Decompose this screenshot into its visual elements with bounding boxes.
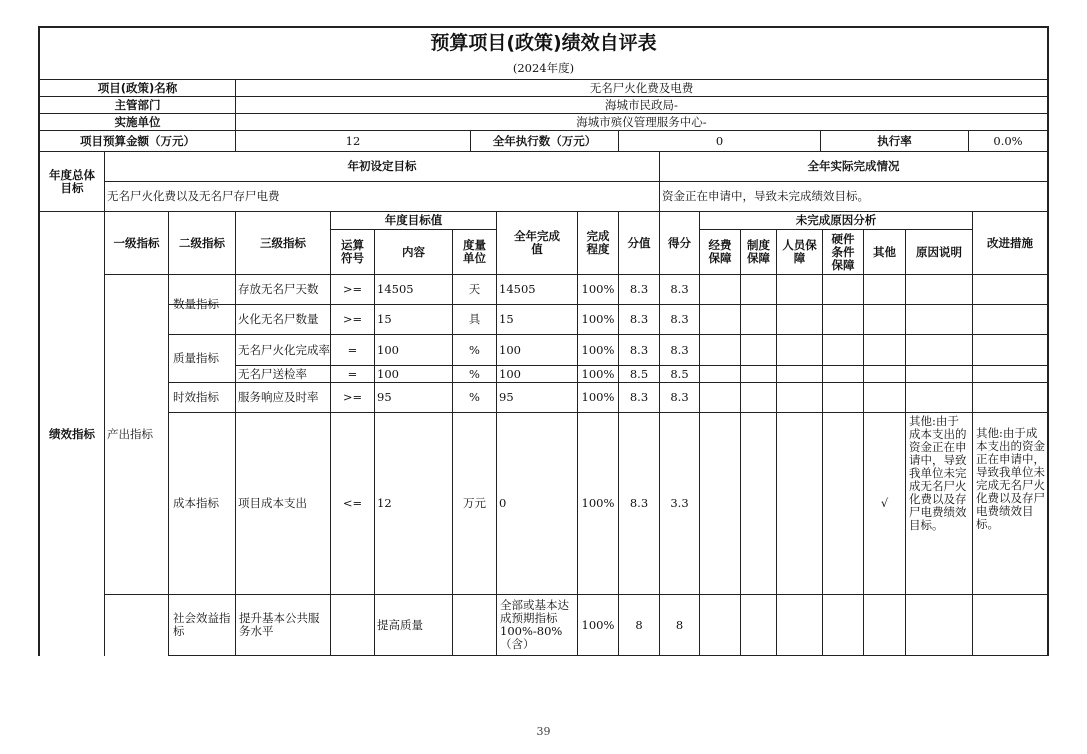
- row-degree: 100%: [581, 617, 615, 632]
- row-content: 100: [377, 342, 399, 357]
- row-degree: 100%: [581, 342, 615, 357]
- header-explain: 原因说明: [916, 244, 962, 259]
- budget-value: 12: [345, 133, 361, 148]
- row-degree: 100%: [581, 282, 615, 296]
- perf-indicator-label: 绩效指标: [49, 426, 95, 441]
- row-content: 15: [377, 312, 392, 326]
- row-op: <=: [342, 496, 363, 510]
- row-op: =: [347, 342, 358, 357]
- group-cost: 成本指标: [173, 496, 219, 510]
- row-unit: 天: [468, 282, 481, 296]
- header-target-group: 年度目标值: [384, 213, 443, 227]
- row-level3: 火化无名尸数量: [238, 312, 319, 326]
- output-indicator-label: 产出指标: [107, 427, 153, 441]
- row-content: 100: [377, 366, 399, 381]
- row-score: 8.3: [629, 342, 649, 357]
- row-got: 3.3: [670, 496, 689, 510]
- group-timeliness: 时效指标: [173, 390, 219, 404]
- row-unit: 万元: [463, 496, 486, 510]
- row-annual: 100: [499, 366, 521, 381]
- department-value: 海城市民政局-: [605, 97, 678, 112]
- department-label: 主管部门: [114, 97, 161, 112]
- row-content: 95: [377, 390, 392, 404]
- row-annual: 15: [499, 312, 514, 326]
- header-reason-group: 未完成原因分析: [795, 213, 877, 227]
- row-level3: 无名尸送检率: [238, 366, 307, 381]
- row-degree: 100%: [581, 312, 615, 326]
- row-got: 8.3: [670, 390, 689, 404]
- row-level3: 存放无名尸天数: [238, 282, 319, 296]
- row-other-mark: √: [880, 496, 889, 510]
- row-annual: 0: [499, 496, 507, 510]
- header-degree: 完成程度: [586, 229, 610, 256]
- row-got: 8.5: [670, 366, 689, 381]
- report-year: (2024年度): [512, 61, 575, 75]
- row-got: 8.3: [670, 282, 689, 296]
- row-got: 8: [675, 617, 684, 632]
- row-content: 14505: [377, 282, 414, 296]
- row-op: =: [347, 366, 358, 381]
- row-degree: 100%: [581, 366, 615, 381]
- row-level3: 项目成本支出: [238, 496, 307, 510]
- row-unit: %: [469, 390, 480, 404]
- header-got: 得分: [668, 235, 691, 250]
- group-quality: 质量指标: [173, 351, 219, 365]
- row-score: 8.3: [629, 282, 649, 296]
- row-reason-explain: 其他:由于成本支出的资金正在申请中，导致我单位未完成无名尸火化费以及存尸电费绩效目标。: [909, 414, 967, 532]
- header-staff: 人员保障: [782, 238, 817, 265]
- header-unit: 度量单位: [463, 238, 486, 265]
- row-level3: 提升基本公共服务水平: [239, 611, 320, 638]
- project-name-label: 项目(政策)名称: [97, 80, 178, 95]
- row-op: >=: [342, 312, 363, 326]
- header-annual: 全年完成值: [514, 229, 560, 256]
- row-score: 8: [635, 617, 643, 632]
- row-level3: 无名尸火化完成率: [238, 342, 330, 357]
- header-score: 分值: [627, 235, 651, 250]
- row-annual: 全部或基本达成预期指标100%-80%（含）: [500, 598, 569, 651]
- row-score: 8.5: [629, 366, 649, 381]
- row-op: [331, 595, 374, 655]
- header-hardware: 硬件条件保障: [831, 231, 855, 272]
- exec-value: 0: [715, 133, 724, 148]
- project-name-value: 无名尸火化费及电费: [589, 80, 694, 95]
- row-degree: 100%: [581, 390, 615, 404]
- header-other: 其他: [873, 244, 896, 259]
- page-title: 预算项目(政策)绩效自评表: [430, 31, 657, 54]
- header-op: 运算符号: [341, 238, 364, 265]
- row-unit: 具: [468, 312, 481, 326]
- row-unit: %: [469, 342, 480, 357]
- unit-value: 海城市殡仪管理服务中心-: [576, 114, 707, 129]
- row-improvement: 其他:由于成本支出的资金正在申请中，导致我单位未完成无名尸火化费以及存尸电费绩效目标。: [976, 426, 1045, 531]
- row-score: 8.3: [629, 390, 649, 404]
- page-number: 39: [536, 724, 551, 738]
- rate-label: 执行率: [877, 133, 912, 148]
- header-system: 制度保障: [747, 238, 770, 265]
- rate-value: 0.0%: [993, 133, 1023, 148]
- row-content: 12: [377, 496, 392, 510]
- header-funding: 经费保障: [708, 238, 732, 265]
- header-content: 内容: [402, 244, 425, 259]
- exec-label: 全年执行数（万元）: [492, 133, 597, 148]
- initial-goal-text: 无名尸火化费以及无名尸存尸电费: [107, 189, 280, 203]
- unit-label: 实施单位: [114, 114, 161, 129]
- row-got: 8.3: [670, 342, 689, 357]
- group-quantity: 数量指标: [173, 297, 219, 311]
- actual-goal-header: 全年实际完成情况: [807, 159, 900, 173]
- row-unit: %: [469, 366, 480, 381]
- row-op: >=: [342, 282, 363, 296]
- row-score: 8.3: [629, 496, 649, 510]
- row-op: >=: [342, 390, 363, 404]
- header-level2: 二级指标: [179, 235, 225, 250]
- header-level3: 三级指标: [260, 235, 306, 250]
- actual-goal-text: 资金正在申请中，导致未完成绩效目标。: [662, 189, 869, 203]
- header-improve: 改进措施: [987, 235, 1033, 250]
- row-got: 8.3: [670, 312, 689, 326]
- row-degree: 100%: [581, 496, 615, 510]
- group-social: 社会效益指标: [173, 611, 231, 638]
- row-annual: 95: [499, 390, 514, 404]
- overall-goal-label: 年度总体目标: [49, 167, 95, 195]
- initial-goal-header: 年初设定目标: [347, 159, 417, 173]
- header-level1: 一级指标: [113, 235, 160, 250]
- budget-label: 项目预算金额（万元）: [80, 133, 195, 148]
- row-content: 提高质量: [377, 617, 423, 632]
- row-level3: 服务响应及时率: [238, 390, 319, 404]
- row-unit: [453, 595, 496, 655]
- row-score: 8.3: [629, 312, 649, 326]
- row-annual: 14505: [499, 282, 536, 296]
- row-annual: 100: [499, 342, 521, 357]
